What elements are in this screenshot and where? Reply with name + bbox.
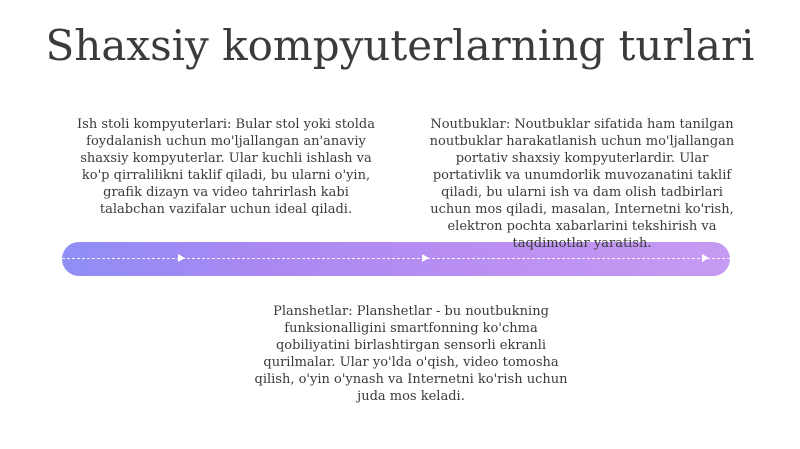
- timeline-arrow-icon: [702, 254, 709, 262]
- timeline-arrow-icon: [422, 254, 429, 262]
- timeline-arrow-icon: [178, 254, 185, 262]
- tablets-text: Planshetlar: Planshetlar - bu noutbukning funksionalligini smartfonning ko'chma qobiliyatini birlashtirgan sensorli ekranli qurilmalar. Ular yo'lda o'qish, video tomosha qilish, o'yin o'ynash va Internetni ko'rish uchun juda mos keladi.: [254, 304, 568, 404]
- timeline-dashed-line: [62, 258, 730, 259]
- desktop-computers-text: Ish stoli kompyuterlari: Bular stol yoki stolda foydalanish uchun mo'ljallangan an'anaviy shaxsiy kompyuterlar. Ular kuchli ishlash va ko'p qirralilikni taklif qiladi, bu ularni o'yin, grafik dizayn va video tahrirlash kabi talabchan vazifalar uchun ideal qiladi.: [77, 117, 375, 217]
- slide-title: Shaxsiy kompyuterlarning turlari: [45, 21, 755, 70]
- laptops-text: Noutbuklar: Noutbuklar sifatida ham tanilgan noutbuklar harakatlanish uchun mo'ljallangan portativ shaxsiy kompyuterlardir. Ular portativlik va unumdorlik muvozanatini taklif qiladi, bu ularni ish va dam olish tadbirlari uchun mos qiladi, masalan, Internetni ko'rish, elektron pochta xabarlarini tekshirish va taqdimotlar yaratish.: [429, 117, 735, 251]
